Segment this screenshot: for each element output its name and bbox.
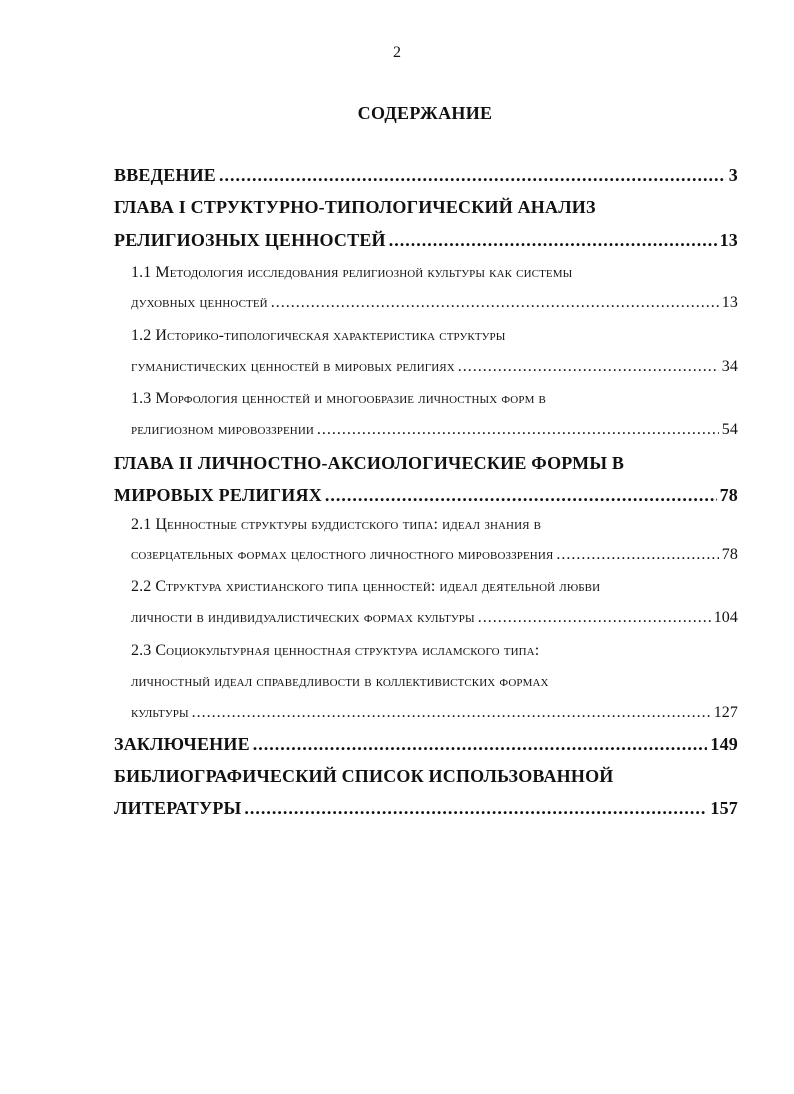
toc-entry-text: ЛИТЕРАТУРЫ [114,798,242,818]
toc-entry-text: ГЛАВА I СТРУКТУРНО-ТИПОЛОГИЧЕСКИЙ АНАЛИЗ [114,197,596,217]
toc-entry-text: созерцательных формах целостного личностного мировоззрения [131,546,554,563]
toc-entry-section-1-2 [131,327,505,351]
toc-entry-text: гуманистических ценностей в мировых религиях [131,358,455,375]
toc-entry-text: 2.1 Ценностные структуры буддистского типа: идеал знания в [131,516,542,533]
toc-entry-text: ЗАКЛЮЧЕНИЕ [114,734,250,754]
dot-leader [219,165,726,186]
toc-entry-text: МИРОВЫХ РЕЛИГИЯХ [114,485,322,505]
dot-leader [325,485,717,506]
toc-entry-section-1-3 [131,390,546,414]
toc-page-number: 34 [721,358,738,375]
toc-entry-section-2-3-cont [131,704,738,728]
toc-page-number: 13 [719,230,738,250]
toc-entry-section-2-3-line2 [131,673,549,697]
toc-entry-text: 2.3 Социокультурная ценностная структура исламского типа: [131,642,540,659]
dot-leader [253,734,708,755]
toc-page-number: 149 [710,734,738,754]
dot-leader [389,230,717,251]
toc-page-number: 157 [710,798,738,818]
toc-entry-text: ГЛАВА II ЛИЧНОСТНО-АКСИОЛОГИЧЕСКИЕ ФОРМЫ В [114,453,625,473]
toc-entry-section-2-2 [131,578,600,602]
dot-leader [478,609,711,627]
toc-page-number: 104 [713,609,738,626]
toc-title: СОДЕРЖАНИЕ [357,103,493,123]
toc-entry-text: личностный идеал справедливости в коллективистских формах [131,673,549,690]
toc-page-number: 13 [721,294,738,311]
toc-entry-text: религиозном мировоззрении [131,421,314,438]
toc-entry-conclusion [114,734,738,758]
toc-entry-bibliography [114,766,613,790]
toc-entry-section-2-2-cont [131,609,738,633]
toc-entry-introduction [114,165,738,189]
toc-page-number: 54 [721,421,738,438]
toc-entry-section-1-1-cont [131,294,738,318]
toc-entry-text: культуры [131,704,189,721]
toc-page-number: 3 [728,165,738,185]
toc-entry-text: ВВЕДЕНИЕ [114,165,217,185]
toc-entry-section-1-1 [131,264,572,288]
toc-entry-section-2-3 [131,642,539,666]
toc-entry-bibliography-cont [114,798,738,822]
toc-entry-section-1-2-cont [131,358,738,382]
dot-leader [556,546,718,564]
toc-page-number: 127 [713,704,738,721]
dot-leader [317,421,719,439]
toc-page-number: 78 [721,546,738,563]
dot-leader [244,798,707,819]
toc-entry-section-2-1 [131,516,541,540]
toc-entry-text: БИБЛИОГРАФИЧЕСКИЙ СПИСОК ИСПОЛЬЗОВАННОЙ [114,766,614,786]
toc-page-number: 78 [719,485,738,505]
toc-entry-chapter-2-cont [114,485,738,509]
toc-entry-text: 2.2 Структура христианского типа ценностей: идеал деятельной любви [131,578,601,595]
toc-entry-chapter-1-cont [114,230,738,254]
toc-entry-text: духовных ценностей [131,294,268,311]
toc-entry-text: личности в индивидуалистических формах культуры [131,609,475,626]
toc-entry-text: 1.3 Морфология ценностей и многообразие личностных форм в [131,390,546,407]
toc-entry-section-1-3-cont [131,421,738,445]
toc-entry-text: РЕЛИГИОЗНЫХ ЦЕННОСТЕЙ [114,230,386,250]
toc-entry-text: 1.1 Методология исследования религиозной культуры как системы [131,264,573,281]
dot-leader [192,704,711,722]
toc-entry-chapter-1 [114,197,596,221]
toc-entry-chapter-2 [114,453,624,477]
dot-leader [458,358,719,376]
page-number: 2 [393,44,401,61]
dot-leader [271,294,719,312]
toc-entry-text: 1.2 Историко-типологическая характеристика структуры [131,327,506,344]
toc-entry-section-2-1-cont [131,546,738,570]
